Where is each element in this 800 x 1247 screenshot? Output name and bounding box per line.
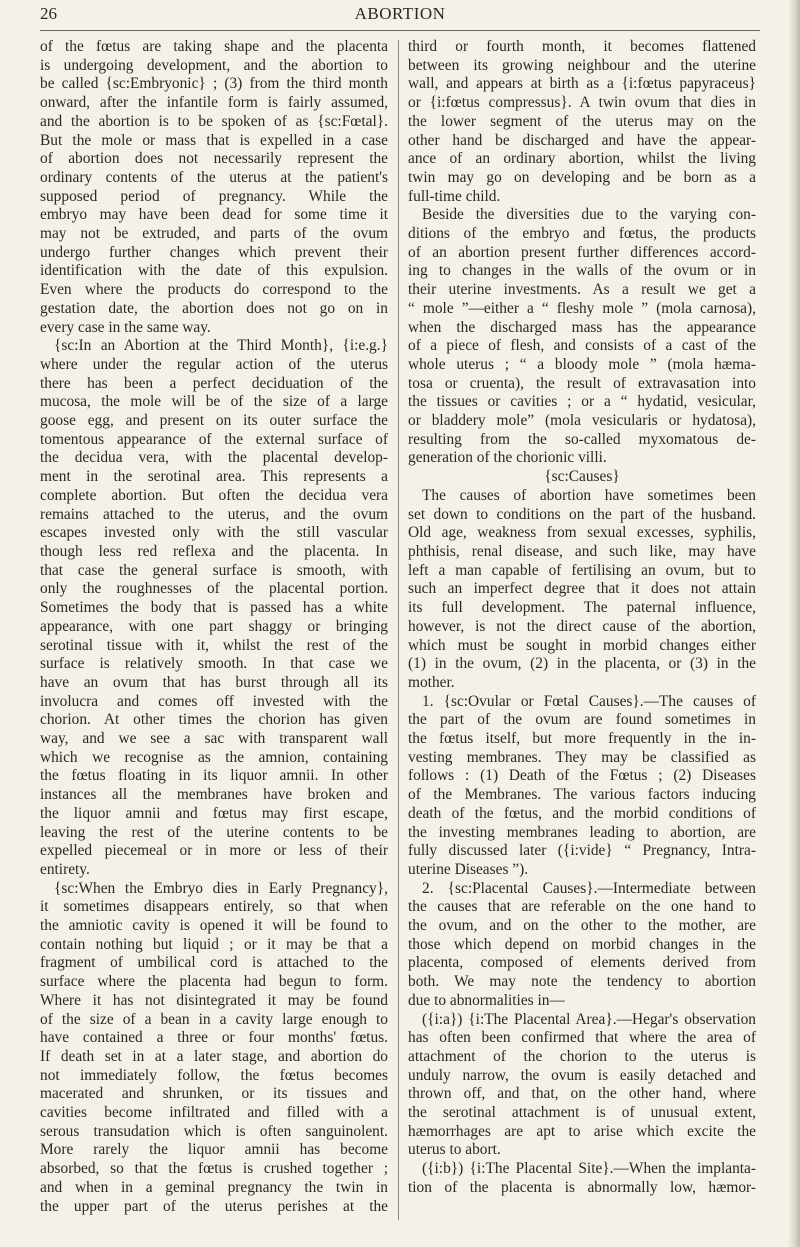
text-line: the amniotic cavity is opened it will be found to bbox=[40, 917, 388, 935]
text-line: If death set in at a later stage, and abortion do bbox=[40, 1047, 388, 1065]
text-line: when the discharged mass has the appearance bbox=[408, 318, 756, 336]
text-line: {sc:When the Embryo dies in Early Pregnancy}, bbox=[54, 879, 388, 897]
text-line: the part of the ovum are found sometimes in bbox=[408, 711, 756, 729]
text-line: uterine Diseases ”). bbox=[408, 860, 529, 878]
paragraph bbox=[40, 880, 388, 1217]
paragraph bbox=[408, 206, 756, 468]
text-line: embryo may have been dead for some time it bbox=[40, 206, 388, 224]
section-heading bbox=[408, 468, 756, 487]
text-line: twin may go on developing and be born as a bbox=[408, 168, 756, 186]
text-line: chorion. At other times the chorion has given bbox=[40, 711, 388, 729]
text-line: unduly narrow, the ovum is easily detached and bbox=[408, 1066, 756, 1084]
text-line: which we recognise as the amnion, containing bbox=[40, 748, 388, 766]
text-line: (1) in the ovum, (2) in the placenta, or (3) in the bbox=[408, 655, 756, 673]
text-line: goose egg, and present on its outer surface the bbox=[40, 412, 388, 430]
text-line: {sc:Causes} bbox=[544, 468, 620, 486]
text-line: {sc:In an Abortion at the Third Month}, {i:e.g.} bbox=[54, 337, 388, 355]
paragraph bbox=[408, 487, 756, 693]
text-line: tomentous appearance of the external surface of bbox=[40, 430, 388, 448]
text-line: may not be extruded, and parts of the ovum bbox=[40, 225, 388, 243]
text-line: mother. bbox=[408, 673, 455, 691]
text-line: hæmorrhages are apt to arise which excite the bbox=[408, 1122, 756, 1140]
text-line: uterus to abort. bbox=[408, 1141, 501, 1159]
text-line: of the size of a bean in a cavity large enough to bbox=[40, 1010, 388, 1028]
text-line: mucosa, the mole will be of the size of a large bbox=[40, 393, 388, 411]
paragraph bbox=[408, 880, 756, 1011]
text-line: whole uterus ; “ a bloody mole ” (mola hæma- bbox=[408, 355, 756, 373]
text-line: such an imperfect degree that it does not attain bbox=[408, 580, 756, 598]
text-line: ordinary contents of the uterus at the patient's bbox=[40, 168, 388, 186]
text-line: is undergoing development, and the abortion to bbox=[40, 56, 388, 74]
text-line: escapes invested only with the still vascular bbox=[40, 524, 388, 542]
text-line: not immediately follow, the fœtus becomes bbox=[40, 1066, 388, 1084]
text-line: 2. {sc:Placental Causes}.—Intermediate between bbox=[422, 879, 756, 897]
text-line: have contained a three or four months' fœtus. bbox=[40, 1029, 388, 1047]
text-line: But the mole or mass that is expelled in a case bbox=[40, 131, 388, 149]
paragraph bbox=[408, 1011, 756, 1161]
text-line: due to abnormalities in— bbox=[408, 991, 565, 1009]
text-line: that case the general surface is smooth, with bbox=[40, 561, 388, 579]
left-column bbox=[40, 38, 388, 1216]
paragraph bbox=[408, 693, 756, 880]
text-line: supposed period of pregnancy. While the bbox=[40, 187, 388, 205]
text-line: onward, after the infantile form is fairly assumed, bbox=[40, 94, 388, 112]
text-line: macerated and shrunken, or its tissues and bbox=[40, 1085, 388, 1103]
text-line: death of the fœtus, and the morbid conditions of bbox=[408, 804, 756, 822]
text-line: of the Membranes. The various factors inducing bbox=[408, 786, 756, 804]
text-line: and when in a geminal pregnancy the twin in bbox=[40, 1178, 388, 1196]
paragraph bbox=[40, 38, 388, 337]
text-line: of a piece of flesh, and consists of a cast of the bbox=[408, 337, 756, 355]
text-line: Old age, weakness from sexual excesses, syphilis, bbox=[408, 524, 756, 542]
text-line: placenta, composed of elements derived from bbox=[408, 954, 756, 972]
text-line: left a man capable of fertilising an ovum, but to bbox=[408, 561, 756, 579]
text-line: full-time child. bbox=[408, 187, 501, 205]
paragraph bbox=[408, 1160, 756, 1197]
text-line: there has been a perfect deciduation of the bbox=[40, 374, 388, 392]
text-line: ({i:a}) {i:The Placental Area}.—Hegar's observation bbox=[422, 1010, 756, 1028]
text-line: follows : (1) Death of the Fœtus ; (2) Diseases bbox=[408, 767, 756, 785]
text-line: or {i:fœtus compressus}. A twin ovum that dies in bbox=[408, 94, 756, 112]
text-line: identification with the date of this expulsion. bbox=[40, 262, 388, 280]
text-line: generation of the chorionic villi. bbox=[408, 449, 607, 467]
text-line: and the abortion is to be spoken of as {sc:Fœtal}. bbox=[40, 112, 388, 130]
text-line: between its growing neighbour and the uterine bbox=[408, 56, 756, 74]
text-line: set down to conditions on the part of the husband. bbox=[408, 505, 756, 523]
text-line: the serotinal attachment is of unusual extent, bbox=[408, 1104, 756, 1122]
text-line: the upper part of the uterus perishes at the bbox=[40, 1197, 388, 1215]
text-line: attachment of the chorion to the uterus is bbox=[408, 1047, 756, 1065]
text-line: their uterine investments. As a result we get a bbox=[408, 281, 756, 299]
text-line: it sometimes disappears entirely, so that when bbox=[40, 898, 388, 916]
text-line: the liquor amnii and fœtus may first escape, bbox=[40, 804, 388, 822]
text-line: contain nothing but liquid ; or it may be that a bbox=[40, 935, 388, 953]
text-line: of abortion does not necessarily represent the bbox=[40, 150, 388, 168]
text-line: those which depend on morbid changes in the bbox=[408, 935, 756, 953]
text-line: the decidua vera, with the placental develop- bbox=[40, 449, 388, 467]
text-line: 1. {sc:Ovular or Fœtal Causes}.—The causes of bbox=[422, 692, 756, 710]
page-header bbox=[40, 4, 760, 28]
text-line: the fœtus itself, but more frequently in the in- bbox=[408, 730, 756, 748]
text-line: has often been confirmed that where the area of bbox=[408, 1029, 756, 1047]
text-line: ance of an ordinary abortion, whilst the living bbox=[408, 150, 756, 168]
text-line: ment in the serotinal area. This represents a bbox=[40, 468, 388, 486]
text-line: every case in the same way. bbox=[40, 318, 211, 336]
text-line: third or fourth month, it becomes flattened bbox=[408, 38, 756, 55]
page-edge-shadow bbox=[788, 0, 800, 1247]
text-line: involucra and comes off invested with the bbox=[40, 692, 388, 710]
text-line: leaving the rest of the uterine contents to be bbox=[40, 823, 388, 841]
text-line: have an ovum that has burst through all its bbox=[40, 673, 388, 691]
page-number: 26 bbox=[40, 4, 57, 23]
text-line: the lower segment of the uterus may on the bbox=[408, 112, 756, 130]
text-line: other hand be discharged and have the appear- bbox=[408, 131, 756, 149]
text-line: or bladdery mole” (mola vesicularis or hydatosa), bbox=[408, 412, 756, 430]
text-line: fully discussed later ({i:vide} “ Pregnancy, Intra- bbox=[408, 842, 756, 860]
text-line: thrown off, and that, on the other hand, where bbox=[408, 1085, 756, 1103]
text-line: Even where the products do correspond to the bbox=[40, 281, 388, 299]
text-line: both. We may note the tendency to abortion bbox=[408, 973, 756, 991]
text-line: the ovum, and on the other to the mother, are bbox=[408, 917, 756, 935]
text-line: the fœtus floating in its liquor amnii. In other bbox=[40, 767, 388, 785]
text-line: “ mole ”—either a “ fleshy mole ” (mola carnosa), bbox=[408, 299, 756, 317]
text-line: ditions of the embryo and fœtus, the products bbox=[408, 225, 756, 243]
text-line: absorbed, so that the fœtus is crushed together ; bbox=[40, 1160, 388, 1178]
text-line: wall, and appears at birth as a {i:fœtus papyraceus} bbox=[408, 75, 756, 93]
text-line: The causes of abortion have sometimes been bbox=[422, 486, 756, 504]
column-divider bbox=[398, 40, 399, 1220]
text-line: phthisis, renal disease, and such like, may have bbox=[408, 542, 756, 560]
text-line: resulting from the so-called myxomatous de- bbox=[408, 430, 756, 448]
text-line: surface is relatively smooth. In that case we bbox=[40, 655, 388, 673]
right-column bbox=[408, 38, 756, 1198]
text-line: though less red reflexa and the placenta. In bbox=[40, 542, 388, 560]
text-line: entirety. bbox=[40, 860, 90, 878]
text-line: the causes that are referable on the one hand to bbox=[408, 898, 756, 916]
text-line: More rarely the liquor amnii has become bbox=[40, 1141, 388, 1159]
text-line: of the fœtus are taking shape and the placenta bbox=[40, 38, 388, 55]
text-line: Sometimes the body that is passed has a white bbox=[40, 599, 388, 617]
text-line: the investing membranes leading to abortion, are bbox=[408, 823, 756, 841]
text-line: undergo further changes which prevent their bbox=[40, 243, 388, 261]
text-line: ({i:b}) {i:The Placental Site}.—When the implanta- bbox=[422, 1160, 756, 1178]
text-line: the tissues or cavities ; or a “ hydatid, vesicular, bbox=[408, 393, 756, 411]
text-line: of an abortion present further differences accord- bbox=[408, 243, 756, 261]
text-line: way, and we see a sac with transparent wall bbox=[40, 730, 388, 748]
text-line: instances all the membranes have broken and bbox=[40, 786, 388, 804]
text-line: Beside the diversities due to the varying con- bbox=[422, 206, 756, 224]
text-line: Where it has not disintegrated it may be found bbox=[40, 991, 388, 1009]
text-line: cavities become infiltrated and filled with a bbox=[40, 1104, 388, 1122]
text-line: fragment of umbilical cord is attached to the bbox=[40, 954, 388, 972]
text-line: where under the regular action of the uterus bbox=[40, 355, 388, 373]
running-title: ABORTION bbox=[354, 4, 446, 23]
text-line: expelled piecemeal or in more or less of their bbox=[40, 842, 388, 860]
header-rule bbox=[40, 30, 760, 31]
text-line: be called {sc:Embryonic} ; (3) from the third month bbox=[40, 75, 388, 93]
text-line: serotinal tissue with it, whilst the rest of the bbox=[40, 636, 388, 654]
text-line: complete abortion. But often the decidua vera bbox=[40, 486, 388, 504]
paragraph bbox=[40, 337, 388, 879]
text-line: tion of the placenta is abnormally low, hæmor- bbox=[408, 1178, 756, 1196]
text-line: its full development. The paternal influence, bbox=[408, 599, 756, 617]
text-line: surface where the placenta had begun to form. bbox=[40, 973, 388, 991]
paragraph bbox=[408, 38, 756, 206]
text-line: tosa or cruenta), the result of extravasation into bbox=[408, 374, 756, 392]
text-line: however, is not the direct cause of the abortion, bbox=[408, 617, 756, 635]
text-line: appearance, with one part shaggy or bringing bbox=[40, 617, 388, 635]
text-line: only the roughnesses of the placental portion. bbox=[40, 580, 388, 598]
text-line: gestation date, the abortion does not go on in bbox=[40, 299, 388, 317]
text-line: serous transudation which is often sanguinolent. bbox=[40, 1122, 388, 1140]
text-line: ing to changes in the walls of the ovum or in bbox=[408, 262, 756, 280]
text-line: remains attached to the uterus, and the ovum bbox=[40, 505, 388, 523]
text-line: vesting membranes. They may be classified as bbox=[408, 748, 756, 766]
text-line: which must be sought in morbid changes either bbox=[408, 636, 756, 654]
